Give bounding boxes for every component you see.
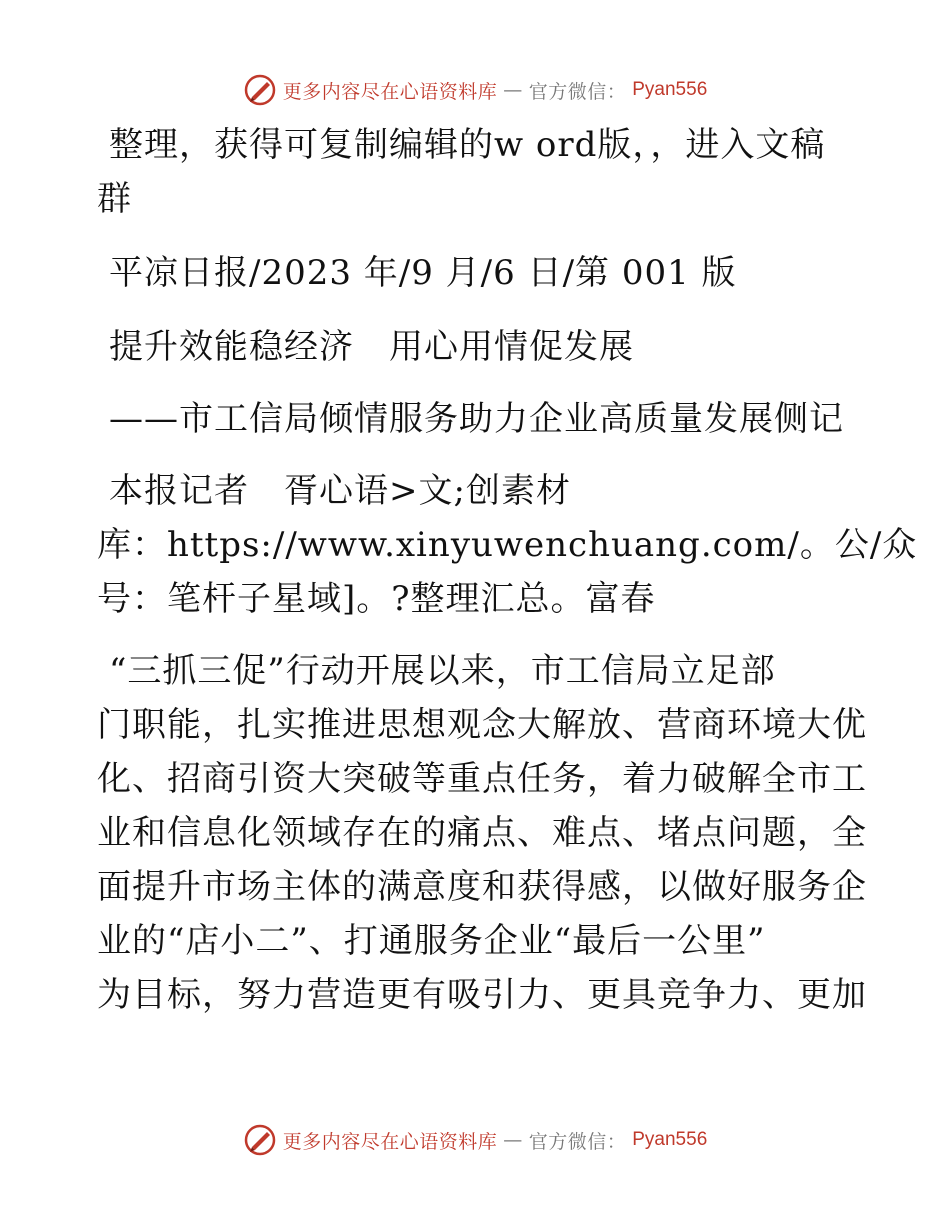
body-line: 化、招商引资大突破等重点任务，着力破解全市工 xyxy=(97,759,867,799)
byline: 号：笔杆子星域]。?整理汇总。富春 xyxy=(97,579,656,619)
header-banner xyxy=(0,70,950,110)
pen-logo-icon xyxy=(243,1123,277,1157)
byline: 库：https://www.xinyuwenchuang.com/。公/众 xyxy=(97,525,918,565)
banner-wechat-label: 官方微信： xyxy=(528,80,627,103)
footer-banner xyxy=(0,1120,950,1160)
subheadline: ——市工信局倾情服务助力企业高质量发展侧记 xyxy=(109,399,844,439)
banner-dash: — xyxy=(503,1129,523,1151)
source-line: 平凉日报/2023 年/9 月/6 日/第 001 版 xyxy=(109,253,737,293)
banner-slogan: 更多内容尽在心语资料库 xyxy=(282,80,498,103)
banner-wechat-account: Pyan556 xyxy=(632,79,708,100)
body-paragraph xyxy=(97,644,867,1022)
intro-line: 群 xyxy=(97,179,132,219)
byline: 本报记者 胥心语>文;创素材 xyxy=(109,471,571,511)
banner-wechat-account: Pyan556 xyxy=(632,1129,708,1150)
body-line: 业的“店小二”、打通服务企业“最后一公里” xyxy=(97,921,766,961)
body-line: 业和信息化领域存在的痛点、难点、堵点问题，全 xyxy=(97,813,867,853)
body-line: 门职能，扎实推进思想观念大解放、营商环境大优 xyxy=(97,705,867,745)
body-line: 面提升市场主体的满意度和获得感，以做好服务企 xyxy=(97,867,867,907)
banner-slogan: 更多内容尽在心语资料库 xyxy=(282,1130,498,1153)
body-line: “三抓三促”行动开展以来，市工信局立足部 xyxy=(109,651,776,691)
pen-logo-icon xyxy=(243,73,277,107)
body-line: 为目标，努力营造更有吸引力、更具竞争力、更加 xyxy=(97,975,867,1015)
banner-wechat-label: 官方微信： xyxy=(528,1130,627,1153)
document-body xyxy=(97,118,918,1022)
headline: 提升效能稳经济 用心用情促发展 xyxy=(109,327,634,367)
banner-dash: — xyxy=(503,79,523,101)
intro-line: 整理，获得可复制编辑的w ord版，，进入文稿 xyxy=(109,125,826,165)
